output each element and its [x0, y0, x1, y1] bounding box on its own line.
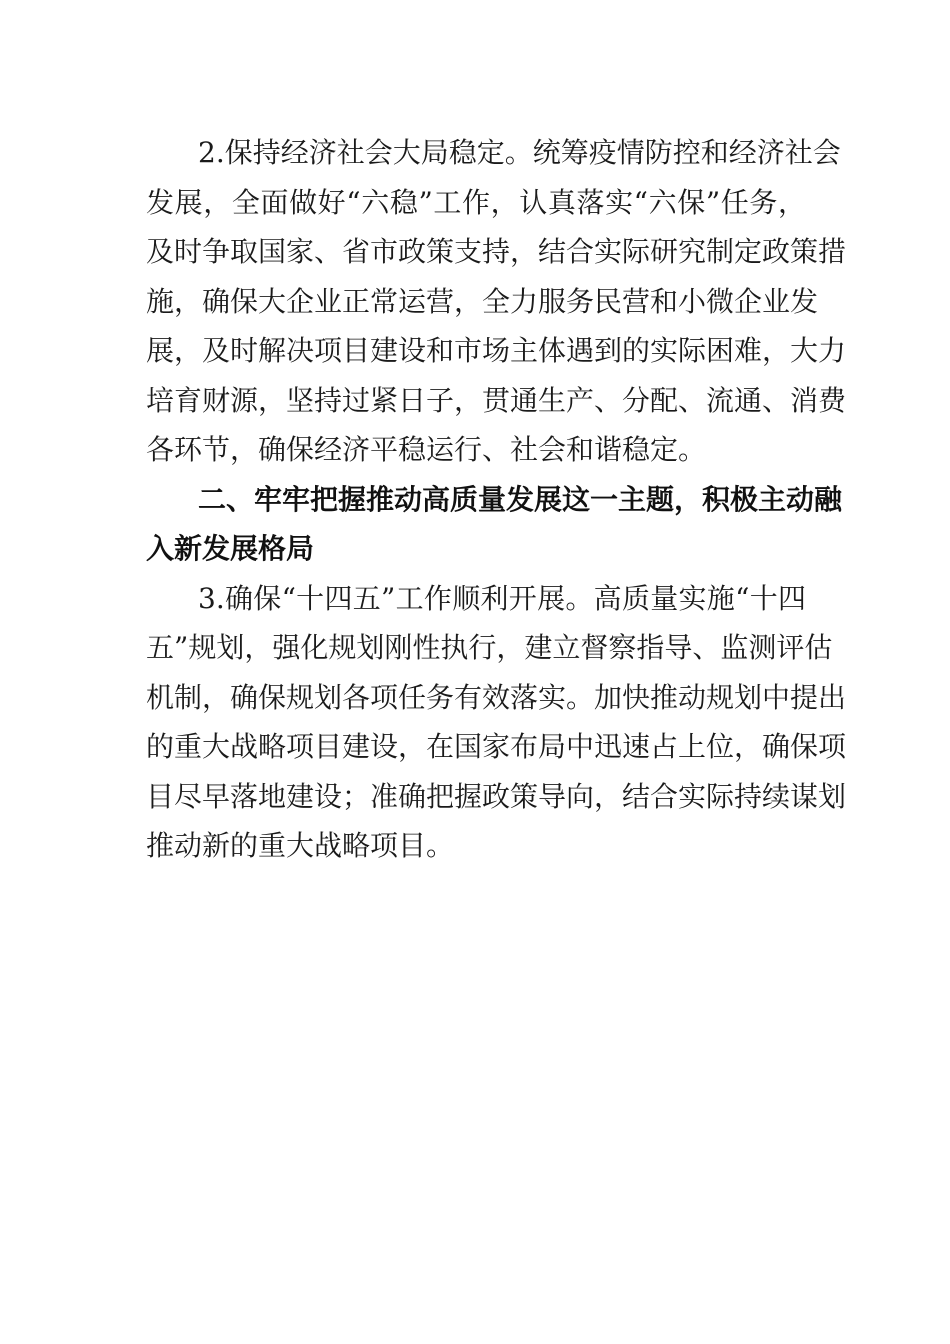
- paragraph-line: 2.保持经济社会大局稳定。统筹疫情防控和经济社会: [198, 136, 841, 169]
- heading-line: 入新发展格局: [146, 532, 315, 565]
- paragraph-line: 发展，全面做好“六稳”工作，认真落实“六保”任务，: [146, 185, 806, 219]
- paragraph-line: 施，确保大企业正常运营，全力服务民营和小微企业发: [146, 284, 819, 318]
- paragraph-line: 培育财源，坚持过紧日子，贯通生产、分配、流通、消费: [146, 383, 847, 417]
- section-heading: [146, 475, 843, 574]
- paragraph-line: 目尽早落地建设；准确把握政策导向，结合实际持续谋划: [146, 779, 847, 813]
- paragraph-line: 机制，确保规划各项任务有效落实。加快推动规划中提出: [146, 680, 847, 714]
- paragraph-line: 五”规划，强化规划刚性执行，建立督察指导、监测评估: [146, 631, 833, 664]
- paragraph-line: 的重大战略项目建设，在国家布局中迅速占上位，确保项: [146, 730, 847, 763]
- paragraph-line: 展，及时解决项目建设和市场主体遇到的实际困难，大力: [146, 334, 847, 367]
- paragraph-line: 及时争取国家、省市政策支持，结合实际研究制定政策措: [146, 235, 847, 268]
- paragraph-14th-five-year-plan: [146, 574, 847, 871]
- paragraph-line: 各环节，确保经济平稳运行、社会和谐稳定。: [146, 433, 707, 466]
- heading-line: 二、牢牢把握推动高质量发展这一主题，积极主动融: [198, 482, 843, 516]
- paragraph-line: 3.确保“十四五”工作顺利开展。高质量实施“十四: [198, 581, 806, 615]
- paragraph-economic-stability: [146, 128, 847, 475]
- document-body: [146, 128, 847, 871]
- paragraph-line: 推动新的重大战略项目。: [146, 829, 455, 862]
